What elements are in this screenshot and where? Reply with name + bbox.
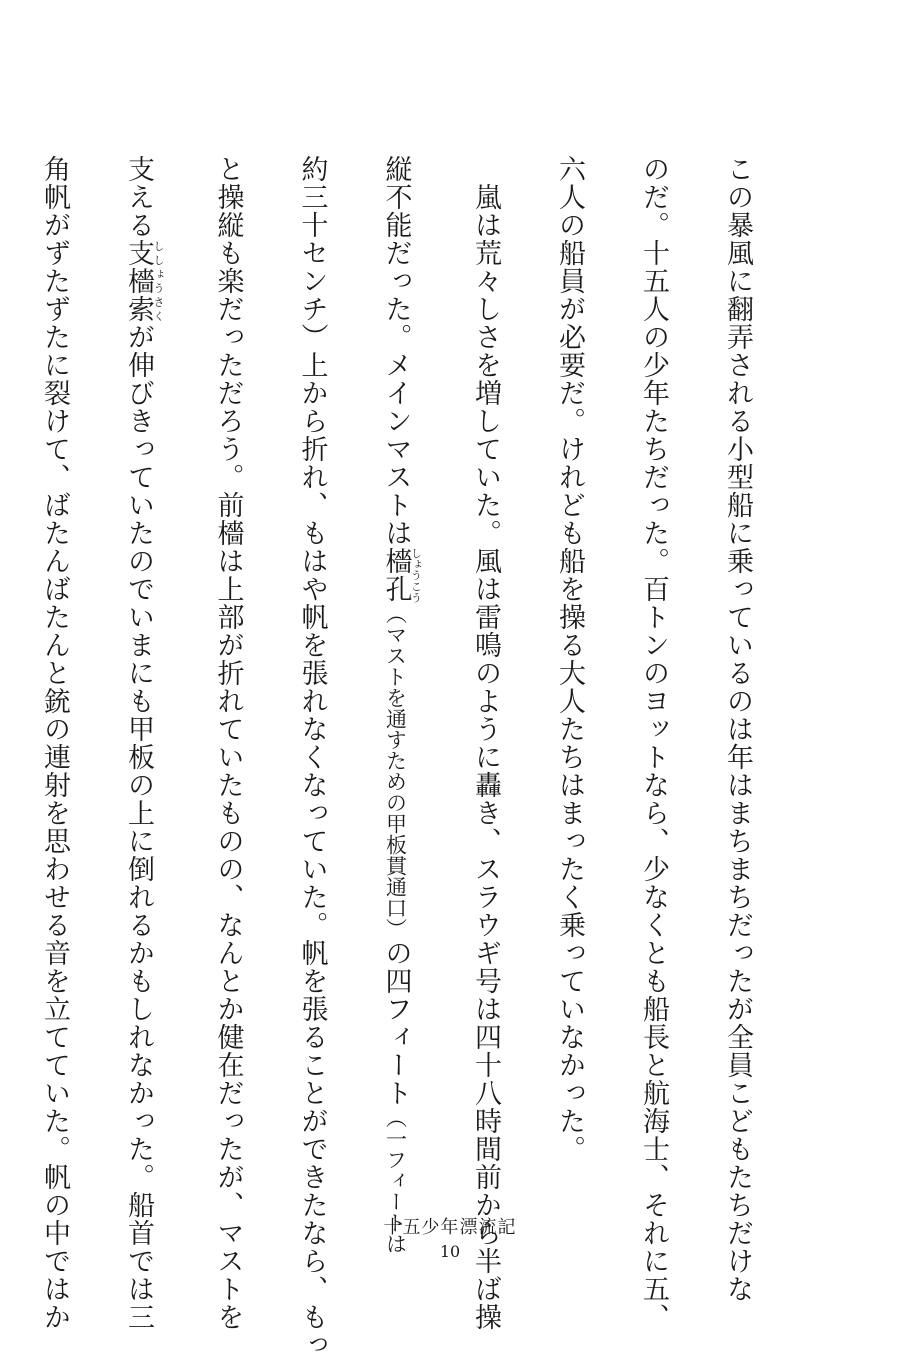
text-line-4: 嵐は荒々しさを増していた。風は雷鳴のように轟き、スラウギ号は四十八時間前から半ば操 xyxy=(470,155,501,1331)
text-line-8-head: 支える xyxy=(123,155,154,239)
ruby-shishousaku-base: 支檣索 xyxy=(123,239,154,323)
inline-note-foot: （一フィートは xyxy=(383,1107,408,1254)
ruby-shishousaku-reading: ししょうさく xyxy=(152,239,165,323)
ruby-shokou-base: 檣孔 xyxy=(380,547,412,603)
text-line-2: のだ。十五人の少年たちだった。百トンのヨットなら、少なくとも船長と航海士、それに五、 xyxy=(638,155,669,1331)
ruby-shokou-reading: しょうこう xyxy=(409,547,423,603)
text-line-8-tail: が伸びきっていたのでいまにも甲板の上に倒れるかもしれなかった。船首では三 xyxy=(123,323,154,1331)
text-line-6: 約三十センチ）上から折れ、もはや帆を張れなくなっていた。帆を張ることができたなら、もっ xyxy=(296,155,328,1359)
text-line-1: この暴風に翻弄される小型船に乗っているのは年はまちまちだったが全員こどもたちだけな xyxy=(722,155,753,1303)
text-line-5-tail: の四フィート xyxy=(380,939,412,1107)
book-title-footer: 十五少年漂流記 xyxy=(383,1217,517,1238)
text-line-7: と操縦も楽だっただろう。前檣は上部が折れていたものの、なんとか健在だったが、マストを xyxy=(212,155,244,1331)
ruby-shokou xyxy=(380,547,423,603)
text-line-5 xyxy=(375,155,423,1254)
inline-note-hatch: （マストを通すための甲板貫通口） xyxy=(383,603,408,939)
text-line-3: 六人の船員が必要だ。けれども船を操る大人たちはまったく乗っていなかった。 xyxy=(554,155,585,1163)
text-line-5-head: 縦不能だった。メインマストは xyxy=(380,155,412,547)
ruby-shishousaku xyxy=(123,239,165,323)
text-line-8 xyxy=(117,155,165,1331)
text-line-9: 角帆がずたずたに裂けて、ばたんばたんと銃の連射を思わせる音を立てていた。帆の中ではか xyxy=(39,155,70,1331)
page-number: 10 xyxy=(439,1242,461,1261)
